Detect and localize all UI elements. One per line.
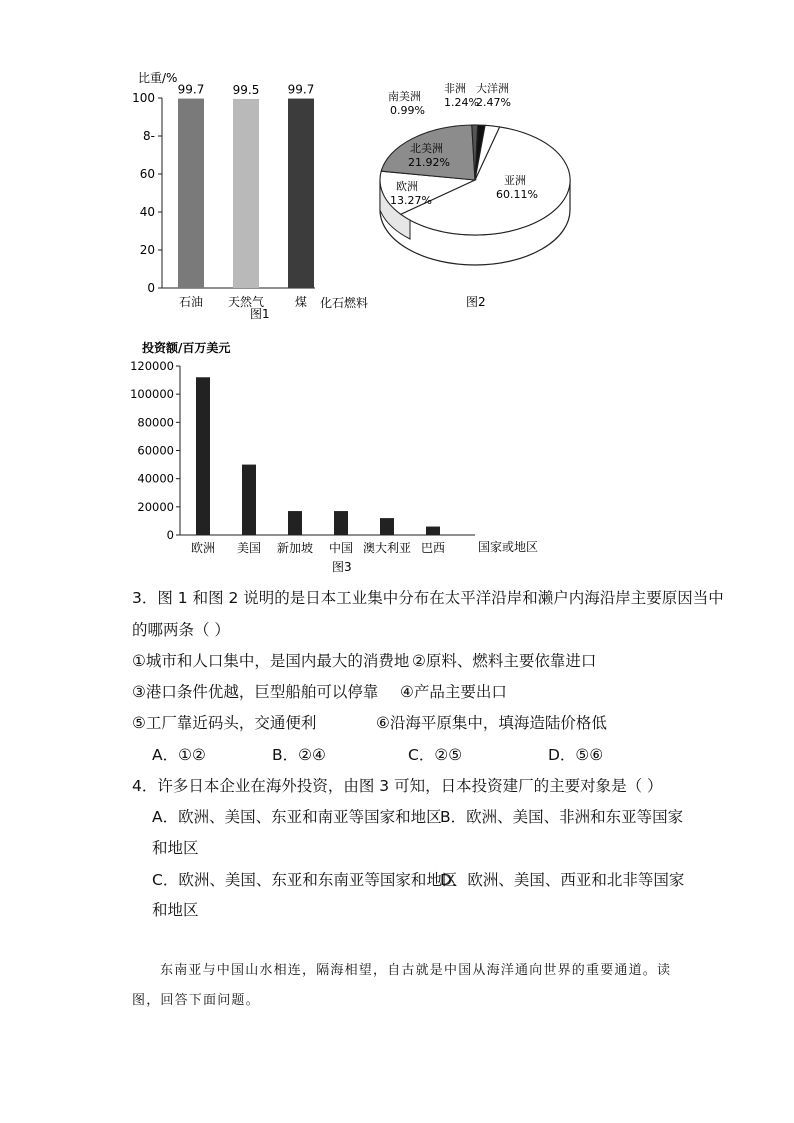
q4-option-d-cont: 和地区 bbox=[152, 901, 199, 919]
figure3-bar bbox=[242, 465, 256, 535]
q3-item-5: ⑤工厂靠近码头，交通便利 bbox=[132, 714, 317, 732]
q3-item-2: ②原料、燃料主要依靠进口 bbox=[412, 652, 597, 670]
figure1-bar bbox=[233, 99, 259, 288]
pie-pct-oceania: 2.47% bbox=[476, 96, 511, 109]
pie-pct-africa: 1.24% bbox=[444, 96, 479, 109]
figure1-bar bbox=[178, 99, 204, 288]
figure1-y-tick-label: 20 bbox=[139, 243, 155, 257]
figure1-value-label: 99.7 bbox=[287, 82, 315, 97]
figure3-y-tick-label: 40000 bbox=[137, 471, 174, 486]
q3-option-b[interactable]: B．②④ bbox=[272, 746, 326, 764]
figure3-y-tick-label: 0 bbox=[166, 528, 174, 542]
pie-pct-asia: 60.11% bbox=[496, 188, 538, 201]
pie-label-asia: 亚洲 bbox=[504, 174, 526, 187]
figure3-y-tick-label: 60000 bbox=[137, 443, 174, 458]
q3-option-a[interactable]: A．①② bbox=[152, 746, 206, 764]
figure1-category-label: 天然气 bbox=[227, 295, 265, 309]
figure1-y-tick-label: 40 bbox=[139, 205, 155, 219]
figure1-category-label: 煤 bbox=[294, 295, 308, 309]
figure3-ylabel: 投资额/百万美元 bbox=[142, 341, 231, 355]
figure3-category-label: 巴西 bbox=[420, 541, 446, 555]
figure1-value-label: 99.7 bbox=[177, 82, 205, 97]
q3-item-6: ⑥沿海平原集中，填海造陆价格低 bbox=[376, 714, 607, 732]
pie-label-oceania: 大洋洲 bbox=[476, 82, 509, 95]
figure3-category-label: 新加坡 bbox=[276, 541, 314, 555]
q4-stem: 4．许多日本企业在海外投资，由图 3 可知，日本投资建厂的主要对象是（ ） bbox=[132, 777, 663, 795]
pie-pct-europe: 13.27% bbox=[390, 194, 432, 207]
figure3-bar-chart bbox=[120, 336, 550, 576]
pie-label-north-america: 北美洲 bbox=[410, 142, 443, 155]
figure1-y-tick-label: 8- bbox=[143, 129, 155, 143]
figure3-bar bbox=[196, 377, 210, 535]
pie-pct-north-america: 21.92% bbox=[408, 156, 450, 169]
q3-item-4: ④产品主要出口 bbox=[400, 683, 507, 701]
q3-stem-line2: 的哪两条（ ） bbox=[132, 621, 230, 639]
figure1-bar-chart bbox=[130, 66, 380, 326]
q4-option-b-cont: 和地区 bbox=[152, 839, 199, 857]
figure3-category-label: 美国 bbox=[236, 541, 262, 555]
figure3-category-label: 澳大利亚 bbox=[362, 541, 412, 555]
figure1-y-tick-label: 100 bbox=[132, 91, 155, 105]
q4-option-c[interactable]: C．欧洲、美国、东亚和东南亚等国家和地区 bbox=[152, 871, 458, 889]
q4-option-b[interactable]: B．欧洲、美国、非洲和东亚等国家 bbox=[440, 808, 684, 826]
figure3-bar bbox=[288, 511, 302, 535]
q3-stem-line1: 3．图 1 和图 2 说明的是日本工业集中分布在太平洋沿岸和濑户内海沿岸主要原因当中 bbox=[132, 589, 724, 607]
figure1-y-tick-label: 60 bbox=[139, 167, 155, 181]
figure1-category-label: 石油 bbox=[178, 295, 204, 309]
figure1-ylabel: 比重/% bbox=[138, 71, 178, 85]
figure3-xlabel: 国家或地区 bbox=[478, 540, 539, 554]
q3-item-3: ③港口条件优越，巨型船舶可以停靠 bbox=[132, 683, 379, 701]
figure1-bar bbox=[288, 99, 314, 288]
figure2-caption: 图2 bbox=[466, 295, 486, 309]
figure1-caption: 图1 bbox=[250, 307, 270, 321]
figure3-y-tick-label: 120000 bbox=[130, 359, 174, 373]
figure3-bar bbox=[426, 527, 440, 535]
pie-label-africa: 非洲 bbox=[444, 82, 466, 95]
figure3-y-tick-label: 20000 bbox=[137, 499, 174, 514]
figure1-legend-text: 化石燃料 bbox=[320, 296, 369, 310]
q4-option-d[interactable]: D．欧洲、美国、西亚和北非等国家 bbox=[440, 871, 685, 889]
figure3-category-label: 中国 bbox=[328, 541, 354, 555]
q3-item-1: ①城市和人口集中，是国内最大的消费地 bbox=[132, 652, 410, 670]
figure3-bar bbox=[334, 511, 348, 535]
figure3-bar bbox=[380, 518, 394, 535]
pie-pct-south-america: 0.99% bbox=[390, 104, 425, 117]
figure3-y-tick-label: 80000 bbox=[137, 415, 174, 430]
figure3-y-tick-label: 100000 bbox=[130, 387, 174, 402]
q3-option-d[interactable]: D．⑤⑥ bbox=[548, 746, 604, 764]
figure2-pie-chart bbox=[370, 78, 590, 316]
figure3-category-label: 欧洲 bbox=[190, 541, 216, 555]
q3-option-c[interactable]: C．②⑤ bbox=[408, 746, 463, 764]
pie-label-europe: 欧洲 bbox=[396, 180, 418, 193]
pie-label-south-america: 南美洲 bbox=[388, 90, 421, 103]
figure3-caption: 图3 bbox=[332, 560, 352, 574]
q4-option-a[interactable]: A．欧洲、美国、东亚和南亚等国家和地区 bbox=[152, 808, 442, 826]
figure1-value-label: 99.5 bbox=[232, 82, 260, 97]
reading-passage: 东南亚与中国山水相连，隔海相望，自古就是中国从海洋通向世界的重要通道。读图，回答下面问题。 bbox=[132, 963, 672, 1008]
figure1-y-tick-label: 0 bbox=[147, 281, 155, 295]
